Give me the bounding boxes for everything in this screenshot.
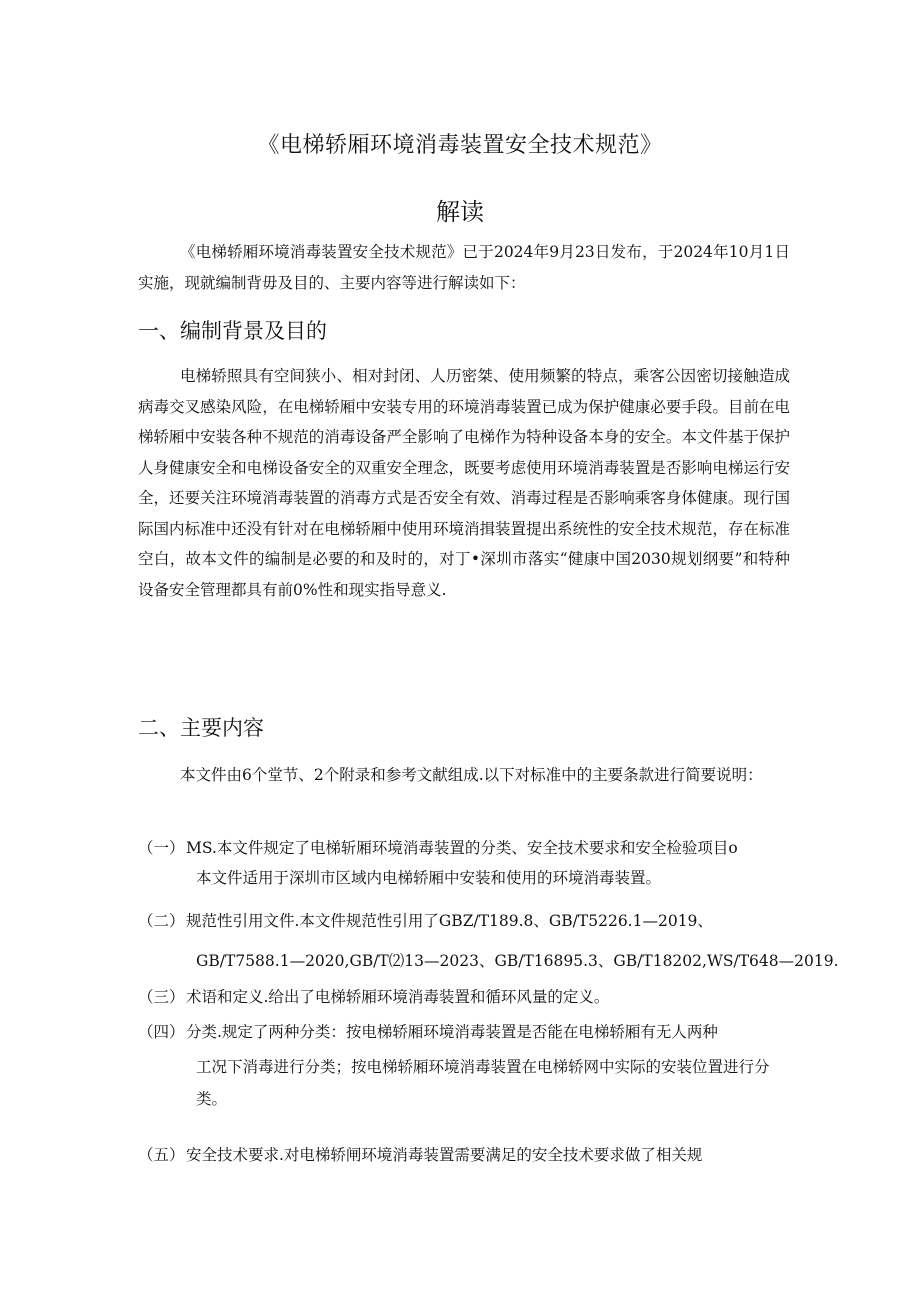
list-item-marker: （三） [138, 988, 185, 1006]
list-item-marker: （一） [138, 839, 185, 857]
list-item-text: 分类.规定了两种分类：按电梯轿厢环境消毒装置是否能在电梯轿厢有无人两种 [186, 1023, 718, 1041]
list-item-marker: （二） [138, 912, 185, 930]
list-item-continuation: 本文件适用于深圳市区域内电梯轿厢中安装和使用的环境消毒装置。 [196, 869, 662, 887]
list-item-marker: （五） [138, 1146, 185, 1164]
list-item-safety-requirements [138, 1140, 788, 1170]
background-paragraph: 电梯轿照具有空间狭小、相对封闭、人历密桀、使用频繁的特点，乘客公因密切接触造成病毒交叉感染风险，在电梯轿厢中安装专用的环境消毒装置已成为保护健康必要手段。目前在电梯轿厢中安装各种不规范的消毒设备严全影响了电梯作为特种设备本身的安全。本文件基于保护人身健康安全和电梯设备安全的双重安全理念，既要考虑使用环境消毒装置是否影响电梯运行安全，还要关注环境消毒装置的消毒方式是否安全有效、消毒过程是否影响乘客身体健康。现行国际国内标准中还没有针对在电梯轿厢中使用环境消揖装置提出系统性的安全技术规范，存在标准空白，故本文件的编制是必要的和及时的，对丁•深圳市落实“健康中国2030规划纲要”和特种设备安全管理都具有前0%性和现实指导意义. [138, 367, 790, 599]
section-heading-main-content: 二、主要内容 [138, 716, 264, 740]
list-item-text: MS.本文件规定了电梯斩厢环境消毒装置的分类、安全技术要求和安全检验项目o [186, 839, 738, 857]
list-item-references [138, 906, 839, 976]
document-title: 《电梯轿厢环境消毒装置安全技术规范》 [257, 133, 663, 158]
main-content-paragraph: 本文件由6个堂节、2个附录和参考文献组成.以下对标准中的主要条款进行简要说明： [180, 766, 763, 784]
list-item-terms [138, 982, 788, 1012]
section-heading-background: 一、编制背景及目的 [138, 319, 327, 343]
list-item-text: 术语和定义.给出了电梯轿厢环境消毒装置和循环风量的定义。 [186, 988, 610, 1006]
list-item-text: 安全技术要求.对电梯轿闸环境消毒装置需要满足的安全技术要求做了相关规 [186, 1146, 703, 1164]
list-item-classification [138, 1017, 788, 1115]
list-item-continuation: 工况下消毒进行分类；按电梯轿厢环境消毒装置在电梯轿网中实际的安装位置进行分类。 [196, 1058, 770, 1108]
list-item-text: 规范性引用文件.本文件规范性引用了GBZ/T189.8、GB/T5226.1—2019、 [186, 912, 713, 930]
intro-paragraph: 《电梯轿厢环境消毒装置安全技术规范》已于2024年9月23日发布，于2024年10月1日实施，现就编制背毋及目的、主要内容等进行解读如下： [138, 243, 790, 292]
list-item-marker: （四） [138, 1023, 185, 1041]
list-item-scope [138, 833, 788, 893]
list-item-continuation: GB/T7588.1—2020,GB/T⑵13—2023、GB/T16895.3、GB/T18202,WS/T648—2019. [196, 952, 839, 970]
document-subtitle: 解读 [436, 198, 484, 226]
